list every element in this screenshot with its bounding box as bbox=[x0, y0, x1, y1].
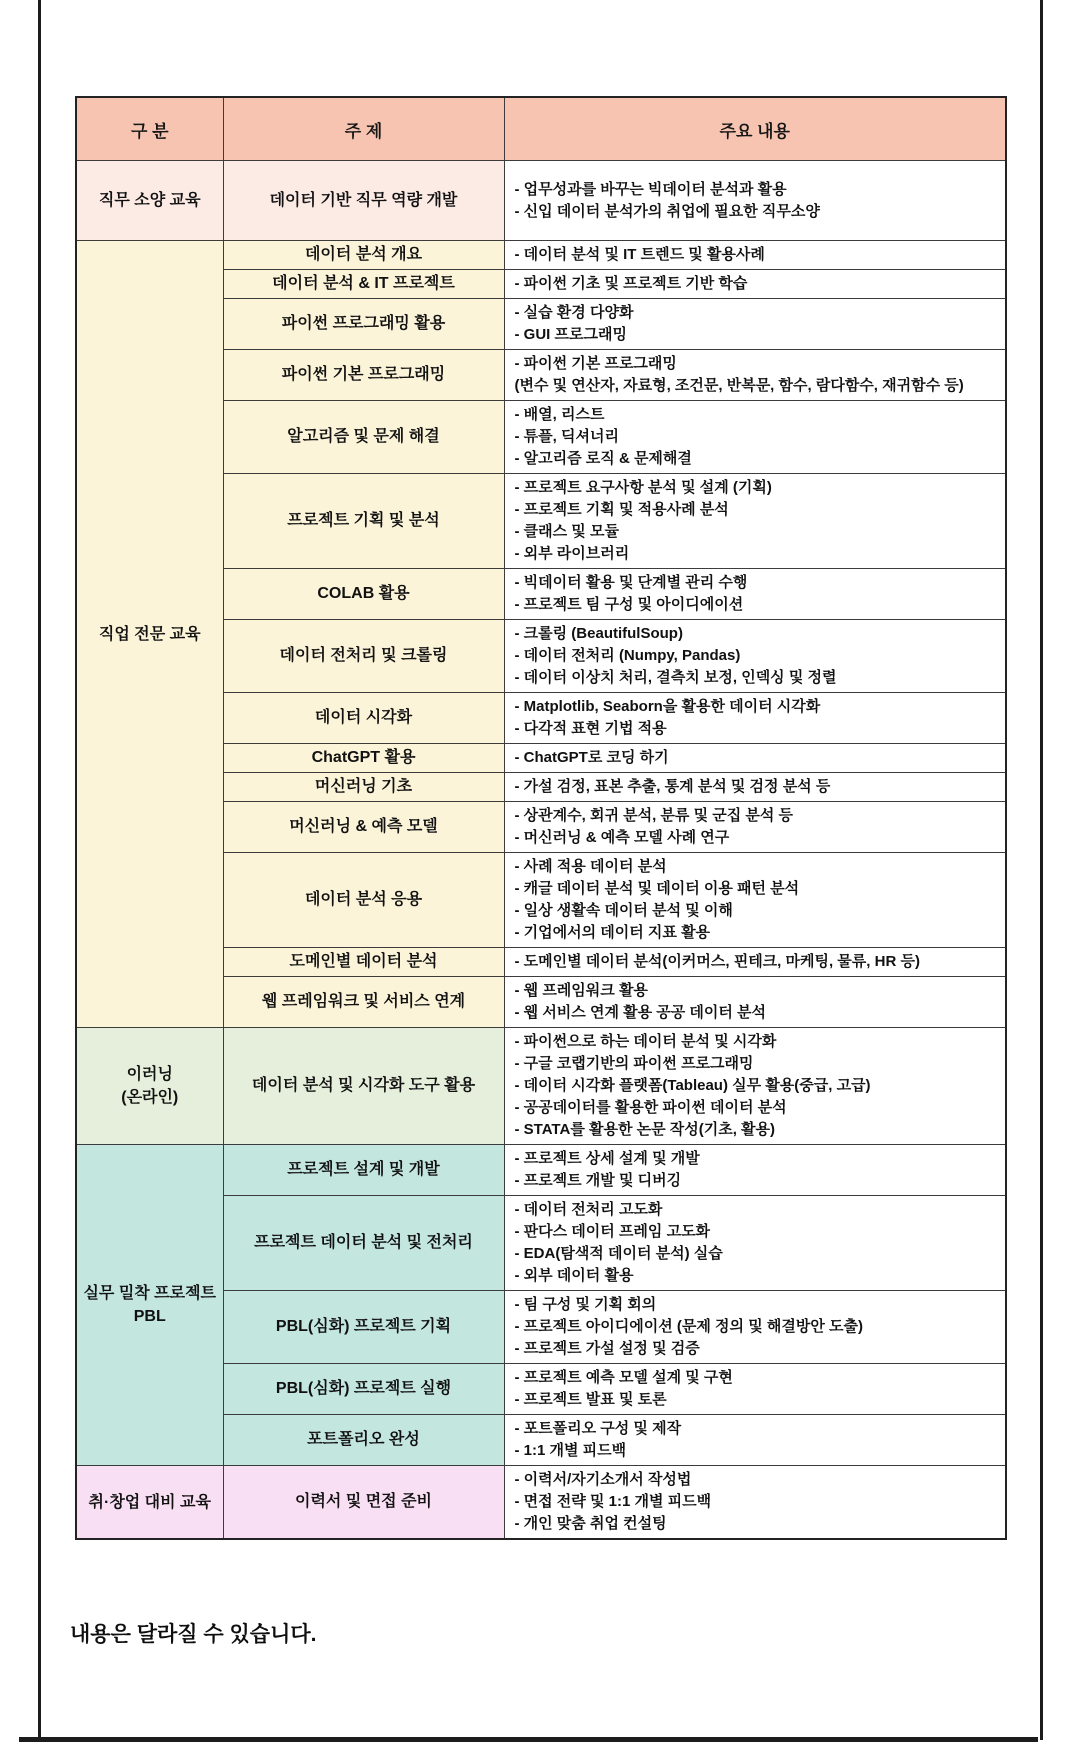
topic-cell: 머신러닝 기초 bbox=[223, 773, 504, 802]
details-cell bbox=[504, 299, 1006, 350]
topic-cell: 데이터 분석 및 시각화 도구 활용 bbox=[223, 1028, 504, 1145]
details-cell bbox=[504, 802, 1006, 853]
detail-line: - 일상 생활속 데이터 분석 및 이해 bbox=[514, 902, 733, 919]
topic-cell: 웹 프레임워크 및 서비스 연계 bbox=[223, 977, 504, 1028]
detail-line: - 사례 적용 데이터 분석 bbox=[514, 858, 667, 875]
topic-cell: 데이터 시각화 bbox=[223, 693, 504, 744]
page-border-bottom bbox=[19, 1737, 1038, 1742]
header-cell-category: 구 분 bbox=[76, 97, 223, 161]
detail-line: - 파이썬으로 하는 데이터 분석 및 시각화 bbox=[514, 1033, 777, 1050]
detail-line: - 가설 검정, 표본 추출, 통계 분석 및 검정 분석 등 bbox=[514, 778, 831, 795]
detail-line: - 데이터 전처리 고도화 bbox=[514, 1201, 663, 1218]
detail-line: - GUI 프로그래밍 bbox=[514, 326, 627, 343]
detail-line: - 도메인별 데이터 분석(이커머스, 핀테크, 마케팅, 물류, HR 등) bbox=[514, 953, 920, 970]
detail-line: (변수 및 연산자, 자료형, 조건문, 반복문, 함수, 람다함수, 재귀함수 등) bbox=[514, 377, 964, 394]
detail-line: - 데이터 분석 및 IT 트렌드 및 활용사례 bbox=[514, 246, 765, 263]
detail-line: - 이력서/자기소개서 작성법 bbox=[514, 1471, 692, 1488]
detail-line: - 웹 서비스 연계 활용 공공 데이터 분석 bbox=[514, 1004, 767, 1021]
page-border-right bbox=[1040, 0, 1043, 1740]
category-line: 이러닝 bbox=[126, 1066, 173, 1083]
detail-line: - 캐글 데이터 분석 및 데이터 이용 패턴 분석 bbox=[514, 880, 800, 897]
detail-line: - 프로젝트 가설 설정 및 검증 bbox=[514, 1340, 700, 1357]
detail-line: - 업무성과를 바꾸는 빅데이터 분석과 활용 bbox=[514, 180, 787, 198]
details-cell bbox=[504, 270, 1006, 299]
category-line: 직업 전문 교육 bbox=[98, 625, 201, 643]
detail-line: - 프로젝트 팀 구성 및 아이디에이션 bbox=[514, 596, 744, 613]
topic-cell: 프로젝트 기획 및 분석 bbox=[223, 474, 504, 569]
detail-line: - 프로젝트 발표 및 토론 bbox=[514, 1391, 667, 1408]
detail-line: - 신입 데이터 분석가의 취업에 필요한 직무소양 bbox=[514, 202, 820, 220]
page-border-left bbox=[38, 0, 41, 1740]
details-cell bbox=[504, 1415, 1006, 1466]
topic-cell: 머신러닝 & 예측 모델 bbox=[223, 802, 504, 853]
detail-line: - 면접 전략 및 1:1 개별 피드백 bbox=[514, 1493, 712, 1510]
details-cell bbox=[504, 1145, 1006, 1196]
table-row bbox=[76, 161, 1006, 241]
detail-line: - STATA를 활용한 논문 작성(기초, 활용) bbox=[514, 1121, 776, 1138]
category-line: 직무 소양 교육 bbox=[98, 192, 201, 209]
footer-note: 내용은 달라질 수 있습니다. bbox=[70, 1623, 317, 1646]
table-row bbox=[76, 1145, 1006, 1196]
detail-line: - 튜플, 딕셔너리 bbox=[514, 428, 619, 445]
topic-cell: 프로젝트 데이터 분석 및 전처리 bbox=[223, 1196, 504, 1291]
topic-cell: 데이터 분석 응용 bbox=[223, 853, 504, 948]
detail-line: - 빅데이터 활용 및 단계별 관리 수행 bbox=[514, 574, 748, 591]
details-cell bbox=[504, 1291, 1006, 1364]
topic-cell: 도메인별 데이터 분석 bbox=[223, 948, 504, 977]
detail-line: - 프로젝트 상세 설계 및 개발 bbox=[514, 1150, 700, 1167]
detail-line: - 데이터 이상치 처리, 결측치 보정, 인덱싱 및 정렬 bbox=[514, 669, 837, 686]
detail-line: - 프로젝트 아이디에이션 (문제 정의 및 해결방안 도출) bbox=[514, 1318, 863, 1335]
topic-cell: 이력서 및 면접 준비 bbox=[223, 1466, 504, 1540]
detail-line: - 배열, 리스트 bbox=[514, 406, 605, 423]
details-cell bbox=[504, 744, 1006, 773]
details-cell bbox=[504, 620, 1006, 693]
detail-line: - ChatGPT로 코딩 하기 bbox=[514, 749, 669, 766]
details-cell bbox=[504, 853, 1006, 948]
details-cell bbox=[504, 241, 1006, 270]
topic-cell: 데이터 기반 직무 역량 개발 bbox=[223, 161, 504, 241]
detail-line: - 판다스 데이터 프레임 고도화 bbox=[514, 1223, 711, 1240]
detail-line: - EDA(탐색적 데이터 분석) 실습 bbox=[514, 1245, 723, 1262]
topic-cell: PBL(심화) 프로젝트 실행 bbox=[223, 1364, 504, 1415]
details-cell bbox=[504, 948, 1006, 977]
detail-line: - 구글 코랩기반의 파이썬 프로그래밍 bbox=[514, 1055, 754, 1072]
detail-line: - 프로젝트 개발 및 디버깅 bbox=[514, 1172, 682, 1189]
detail-line: - 팀 구성 및 기획 회의 bbox=[514, 1296, 657, 1313]
detail-line: - 클래스 및 모듈 bbox=[514, 523, 619, 540]
detail-line: - 외부 라이브러리 bbox=[514, 545, 630, 562]
details-cell bbox=[504, 161, 1006, 241]
detail-line: - Matplotlib, Seaborn을 활용한 데이터 시각화 bbox=[514, 698, 821, 715]
detail-line: - 머신러닝 & 예측 모델 사례 연구 bbox=[514, 829, 730, 846]
category-line: PBL bbox=[133, 1308, 166, 1325]
detail-line: - 프로젝트 기획 및 적용사례 분석 bbox=[514, 501, 729, 518]
details-cell bbox=[504, 350, 1006, 401]
detail-line: - 데이터 전처리 (Numpy, Pandas) bbox=[514, 647, 741, 664]
topic-cell: 포트폴리오 완성 bbox=[223, 1415, 504, 1466]
category-cell bbox=[76, 1466, 223, 1540]
detail-line: - 다각적 표현 기법 적용 bbox=[514, 720, 667, 737]
topic-cell: 파이썬 프로그래밍 활용 bbox=[223, 299, 504, 350]
topic-cell: PBL(심화) 프로젝트 기획 bbox=[223, 1291, 504, 1364]
topic-cell: 데이터 전처리 및 크롤링 bbox=[223, 620, 504, 693]
table-row bbox=[76, 1466, 1006, 1540]
detail-line: - 알고리즘 로직 & 문제해결 bbox=[514, 450, 692, 467]
topic-cell: COLAB 활용 bbox=[223, 569, 504, 620]
detail-line: - 프로젝트 예측 모델 설계 및 구현 bbox=[514, 1369, 733, 1386]
detail-line: - 파이썬 기본 프로그래밍 bbox=[514, 355, 677, 372]
details-cell bbox=[504, 474, 1006, 569]
details-cell bbox=[504, 1196, 1006, 1291]
topic-cell: 데이터 분석 & IT 프로젝트 bbox=[223, 270, 504, 299]
topic-cell: 파이썬 기본 프로그래밍 bbox=[223, 350, 504, 401]
topic-cell: 알고리즘 및 문제 해결 bbox=[223, 401, 504, 474]
category-cell bbox=[76, 161, 223, 241]
curriculum-table bbox=[75, 96, 1007, 1540]
table-row bbox=[76, 241, 1006, 270]
category-line: 실무 밀착 프로젝트 bbox=[83, 1285, 217, 1302]
detail-line: - 외부 데이터 활용 bbox=[514, 1267, 634, 1284]
detail-line: - 데이터 시각화 플랫폼(Tableau) 실무 활용(중급, 고급) bbox=[514, 1077, 871, 1094]
detail-line: - 1:1 개별 피드백 bbox=[514, 1442, 627, 1459]
detail-line: - 프로젝트 요구사항 분석 및 설계 (기획) bbox=[514, 479, 772, 496]
category-cell bbox=[76, 241, 223, 1028]
table-row bbox=[76, 1028, 1006, 1145]
category-line: 취·창업 대비 교육 bbox=[88, 1493, 211, 1511]
detail-line: - 개인 맞춤 취업 컨설팅 bbox=[514, 1515, 667, 1532]
detail-line: - 상관계수, 회귀 분석, 분류 및 군집 분석 등 bbox=[514, 807, 794, 824]
table-body bbox=[76, 161, 1006, 1540]
detail-line: - 실습 환경 다양화 bbox=[514, 304, 634, 321]
details-cell bbox=[504, 401, 1006, 474]
topic-cell: 프로젝트 설계 및 개발 bbox=[223, 1145, 504, 1196]
details-cell bbox=[504, 977, 1006, 1028]
category-cell bbox=[76, 1145, 223, 1466]
detail-line: - 공공데이터를 활용한 파이썬 데이터 분석 bbox=[514, 1099, 787, 1116]
detail-line: - 파이썬 기초 및 프로젝트 기반 학습 bbox=[514, 275, 748, 292]
topic-cell: 데이터 분석 개요 bbox=[223, 241, 504, 270]
details-cell bbox=[504, 1028, 1006, 1145]
header-cell-details: 주요 내용 bbox=[504, 97, 1006, 161]
details-cell bbox=[504, 693, 1006, 744]
category-cell bbox=[76, 1028, 223, 1145]
details-cell bbox=[504, 569, 1006, 620]
details-cell bbox=[504, 773, 1006, 802]
details-cell bbox=[504, 1466, 1006, 1540]
detail-line: - 기업에서의 데이터 지표 활용 bbox=[514, 924, 711, 941]
details-cell bbox=[504, 1364, 1006, 1415]
category-line: (온라인) bbox=[121, 1089, 179, 1106]
detail-line: - 웹 프레임워크 활용 bbox=[514, 982, 648, 999]
topic-cell: ChatGPT 활용 bbox=[223, 744, 504, 773]
detail-line: - 크롤링 (BeautifulSoup) bbox=[514, 625, 683, 642]
detail-line: - 포트폴리오 구성 및 제작 bbox=[514, 1420, 682, 1437]
header-cell-topic: 주 제 bbox=[223, 97, 504, 161]
table-header-row bbox=[76, 97, 1006, 161]
